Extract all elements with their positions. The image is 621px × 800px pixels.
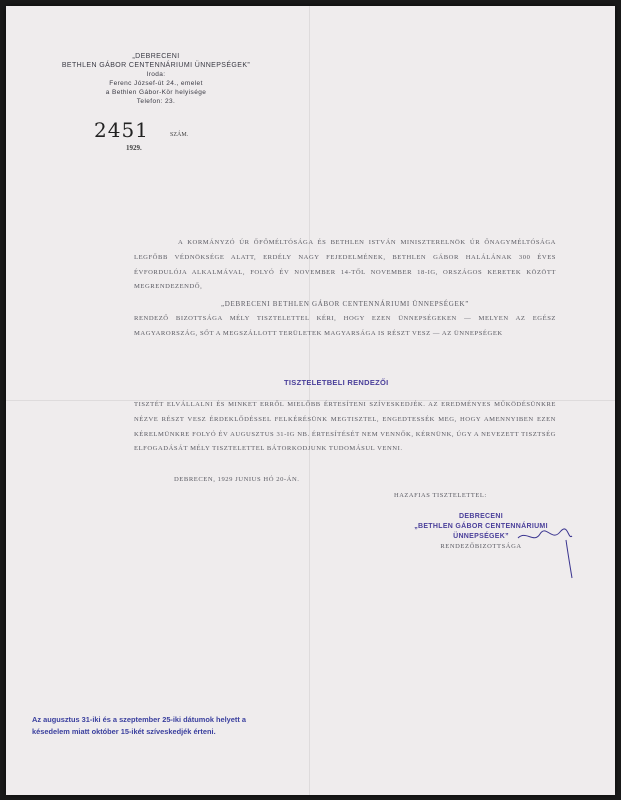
- paragraph-3: TISZTÉT ELVÁLLALNI ÉS MINKET ERRŐL MIELŐBB ÉRTESÍTENI SZÍVESKEDJÉK. AZ EREDMÉNYES MŰKÖDÉSÜNKRE NÉZVE RÉSZT VESZ ÉRDEKLŐDÉSSEL FELKÉRÉSÜNK MEGTISZTEL, ENGEDTESSÉK MEG, HOGY AMENNYIBEN EZEN KÉRELMÜNKRE FOLYÓ ÉV AUGUSZTUS 31-IG NB. ÉRTESÍTÉSÉT NEM VENNŐK, KÉRNÜNK, ÚGY A NEVEZETT TISZTSÉG ELFOGADÁSÁT MÉLY TISZTELETTEL BÁTORKODJUNK TUDOMÁSUL VENNI.: [134, 401, 556, 453]
- title-stamp: TISZTELETBELI RENDEZŐI: [284, 378, 389, 387]
- handwritten-signature: [516, 526, 576, 586]
- letter-page: [6, 6, 615, 795]
- office-label: Iroda:: [146, 71, 166, 78]
- address-line-1: Ferenc József-út 24., emelet: [109, 80, 203, 87]
- stamp-line-1: DEBRECENI: [459, 513, 503, 520]
- footnote: Az augusztus 31-iki és a szeptember 25-iki dátumok helyett a késedelem miatt október 15-ikét szíveskedjék érteni.: [32, 715, 246, 736]
- address-line-2: a Bethlen Gábor-Kör helyisége: [105, 89, 207, 96]
- registry-number: 2451: [94, 118, 149, 142]
- closing-greeting: HAZAFIAS TISZTELETTEL:: [394, 492, 487, 499]
- stamp-line-2: „BETHLEN GÁBOR CENTENNÁRIUMI ÜNNEPSÉGEK”: [414, 523, 548, 540]
- registry-year: 1929.: [126, 144, 142, 152]
- szam-label: SZÁM.: [170, 132, 189, 138]
- phone: Telefon: 23.: [136, 98, 176, 105]
- org-line-1: „DEBRECENI: [132, 53, 180, 60]
- event-name: „DEBRECENI BETHLEN GÁBOR CENTENNÁRIUMI ÜNNEPSÉGEK”: [220, 300, 470, 309]
- paragraph-1: A KORMÁNYZÓ ÚR ŐFŐMÉLTÓSÁGA ÉS BETHLEN ISTVÁN MINISZTERELNÖK ÚR ŐNAGYMÉLTÓSÁGA LEGFŐBB VÉDNÖKSÉGE ALATT, ERDÉLY NAGY FEJEDELMÉNEK, BETHLEN GÁBOR HALÁLÁNAK 300 ÉVES ÉVFORDULÓJA ALKALMÁVAL, FOLYÓ ÉV NOVEMBER 14-TŐL NOVEMBER 18-IG, ORSZÁGOS KERETEK KÖZÖTT MEGRENDEZENDŐ,: [134, 239, 556, 291]
- committee-label: RENDEZŐBIZOTTSÁGA: [440, 543, 522, 550]
- letterhead: [26, 52, 286, 106]
- org-line-2: BETHLEN GÁBOR CENTENNÁRIUMI ÜNNEPSÉGEK”: [61, 62, 251, 69]
- place-date: DEBRECEN, 1929 JUNIUS HÓ 20-ÁN.: [174, 476, 300, 483]
- letter-body-top: [134, 236, 556, 342]
- paragraph-2: RENDEZŐ BIZOTTSÁGA MÉLY TISZTELETTEL KÉRI, HOGY EZEN ÜNNEPSÉGEKEN — MELYEN AZ EGÉSZ MAGYARORSZÁG, SŐT A MEGSZÁLLOTT TERÜLETEK MAGYARSÁGA IS RÉSZT VESZ — AZ ÜNNEPSÉGEK: [134, 314, 556, 337]
- letter-body-bottom: [134, 398, 556, 457]
